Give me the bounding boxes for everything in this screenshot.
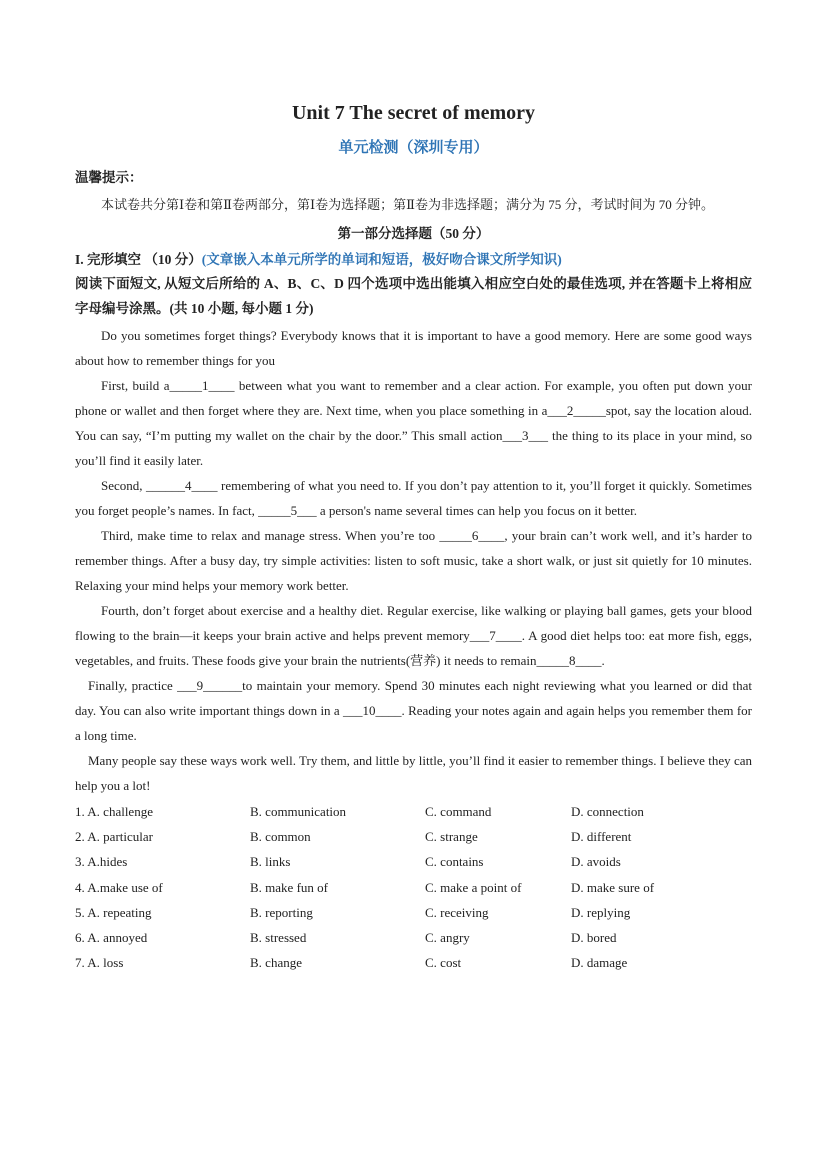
option-b: B. reporting xyxy=(250,904,313,920)
option-a: 4. A.make use of xyxy=(75,879,163,895)
option-d: D. different xyxy=(571,829,632,845)
option-c: C. command xyxy=(425,804,492,819)
option-d: D. connection xyxy=(571,804,644,819)
option-a: 2. A. particular xyxy=(75,829,153,845)
option-b: B. change xyxy=(250,955,302,971)
option-a: 6. A. annoyed xyxy=(75,929,148,945)
part1-title: 第一部分选择题（50 分） xyxy=(337,226,490,241)
passage-paragraph: Third, make time to relax and manage stress. When you’re too _____6____, your brain can’t work well, and it’s harder to remember things. After a busy day, try simple activities: listen to soft music, take a short walk, or just sit quietly for 10 minutes. Relaxing your mind helps your memory work better. xyxy=(75,528,752,593)
option-d: D. bored xyxy=(571,929,617,945)
passage-paragraph: Second, ______4____ remembering of what you need to. If you don’t pay attention to it, you’ll forget it quickly. Sometimes you forget people’s names. In fact, _____5___ a person's name several times can help you focus on it better. xyxy=(75,478,752,518)
option-c: C. cost xyxy=(425,955,462,971)
tips-text: 本试卷共分第Ⅰ卷和第Ⅱ卷两部分，第Ⅰ卷为选择题；第Ⅱ卷为非选择题；满分为 75 分，考试时间为 70 分钟。 xyxy=(101,197,714,212)
option-a: 7. A. loss xyxy=(75,955,124,971)
option-d: D. make sure of xyxy=(571,879,655,895)
cloze-section-label: I. 完形填空 （10 分） xyxy=(75,252,202,267)
option-a: 3. A.hides xyxy=(75,854,128,870)
option-b: B. make fun of xyxy=(250,879,328,895)
option-d: D. damage xyxy=(571,955,628,971)
passage-paragraph: First, build a_____1____ between what you want to remember and a clear action. For example, you often put down your phone or wallet and then forget where they are. Next time, when you place something in a___2_____spot, say the location aloud. You can say, “I’m putting my wallet on the chair by the door.” This small action___3___ the thing to its place in your mind, so you’ll find it easily later. xyxy=(75,378,752,468)
cloze-passage xyxy=(75,323,752,798)
option-b: B. communication xyxy=(250,804,347,819)
option-b: B. links xyxy=(250,854,291,870)
cloze-section-heading xyxy=(75,249,752,271)
option-row xyxy=(75,849,752,874)
passage-paragraph: Do you sometimes forget things? Everybody knows that it is important to have a good memory. Here are some good ways about how to remember things for you xyxy=(75,328,752,368)
option-row xyxy=(75,875,752,900)
option-a: 1. A. challenge xyxy=(75,804,153,819)
option-c: C. angry xyxy=(425,929,470,945)
option-c: C. receiving xyxy=(425,904,489,920)
cloze-section-note: (文章嵌入本单元所学的单词和短语，极好吻合课文所学知识) xyxy=(201,252,562,267)
option-b: B. stressed xyxy=(250,929,307,945)
option-c: C. contains xyxy=(425,854,484,870)
tips-heading: 温馨提示： xyxy=(75,170,143,185)
option-row xyxy=(75,824,752,849)
option-b: B. common xyxy=(250,829,311,845)
option-row xyxy=(75,950,752,975)
option-row xyxy=(75,925,752,950)
option-row xyxy=(75,799,752,824)
page-title: Unit 7 The secret of memory xyxy=(291,102,536,124)
option-c: C. make a point of xyxy=(425,879,522,895)
passage-paragraph: Many people say these ways work well. Try them, and little by little, you’ll find it easier to remember things. I believe they can help you a lot! xyxy=(75,753,752,793)
option-d: D. replying xyxy=(571,904,631,920)
passage-paragraph: Finally, practice ___9______to maintain your memory. Spend 30 minutes each night reviewing what you learned or did that day. You can also write important things down in a ___10____. Reading your notes again and again helps you remember them for a long time. xyxy=(75,678,752,743)
option-c: C. strange xyxy=(425,829,478,845)
option-d: D. avoids xyxy=(571,854,621,870)
answer-options xyxy=(75,799,752,975)
option-a: 5. A. repeating xyxy=(75,904,152,920)
cloze-instruction: 阅读下面短文, 从短文后所给的 A、B、C、D 四个选项中选出能填入相应空白处的最佳选项, 并在答题卡上将相应字母编号涂黑。(共 10 小题, 每小题 1 分) xyxy=(75,276,752,316)
page-subtitle: 单元检测（深圳专用） xyxy=(338,140,489,156)
option-row xyxy=(75,900,752,925)
passage-paragraph: Fourth, don’t forget about exercise and a healthy diet. Regular exercise, like walking or playing ball games, gets your blood flowing to the brain—it keeps your brain active and helps prevent memory___7____. A good diet helps too: eat more fish, eggs, vegetables, and fruits. These foods give your brain the nutrients(营养) it needs to remain_____8____. xyxy=(75,603,752,668)
